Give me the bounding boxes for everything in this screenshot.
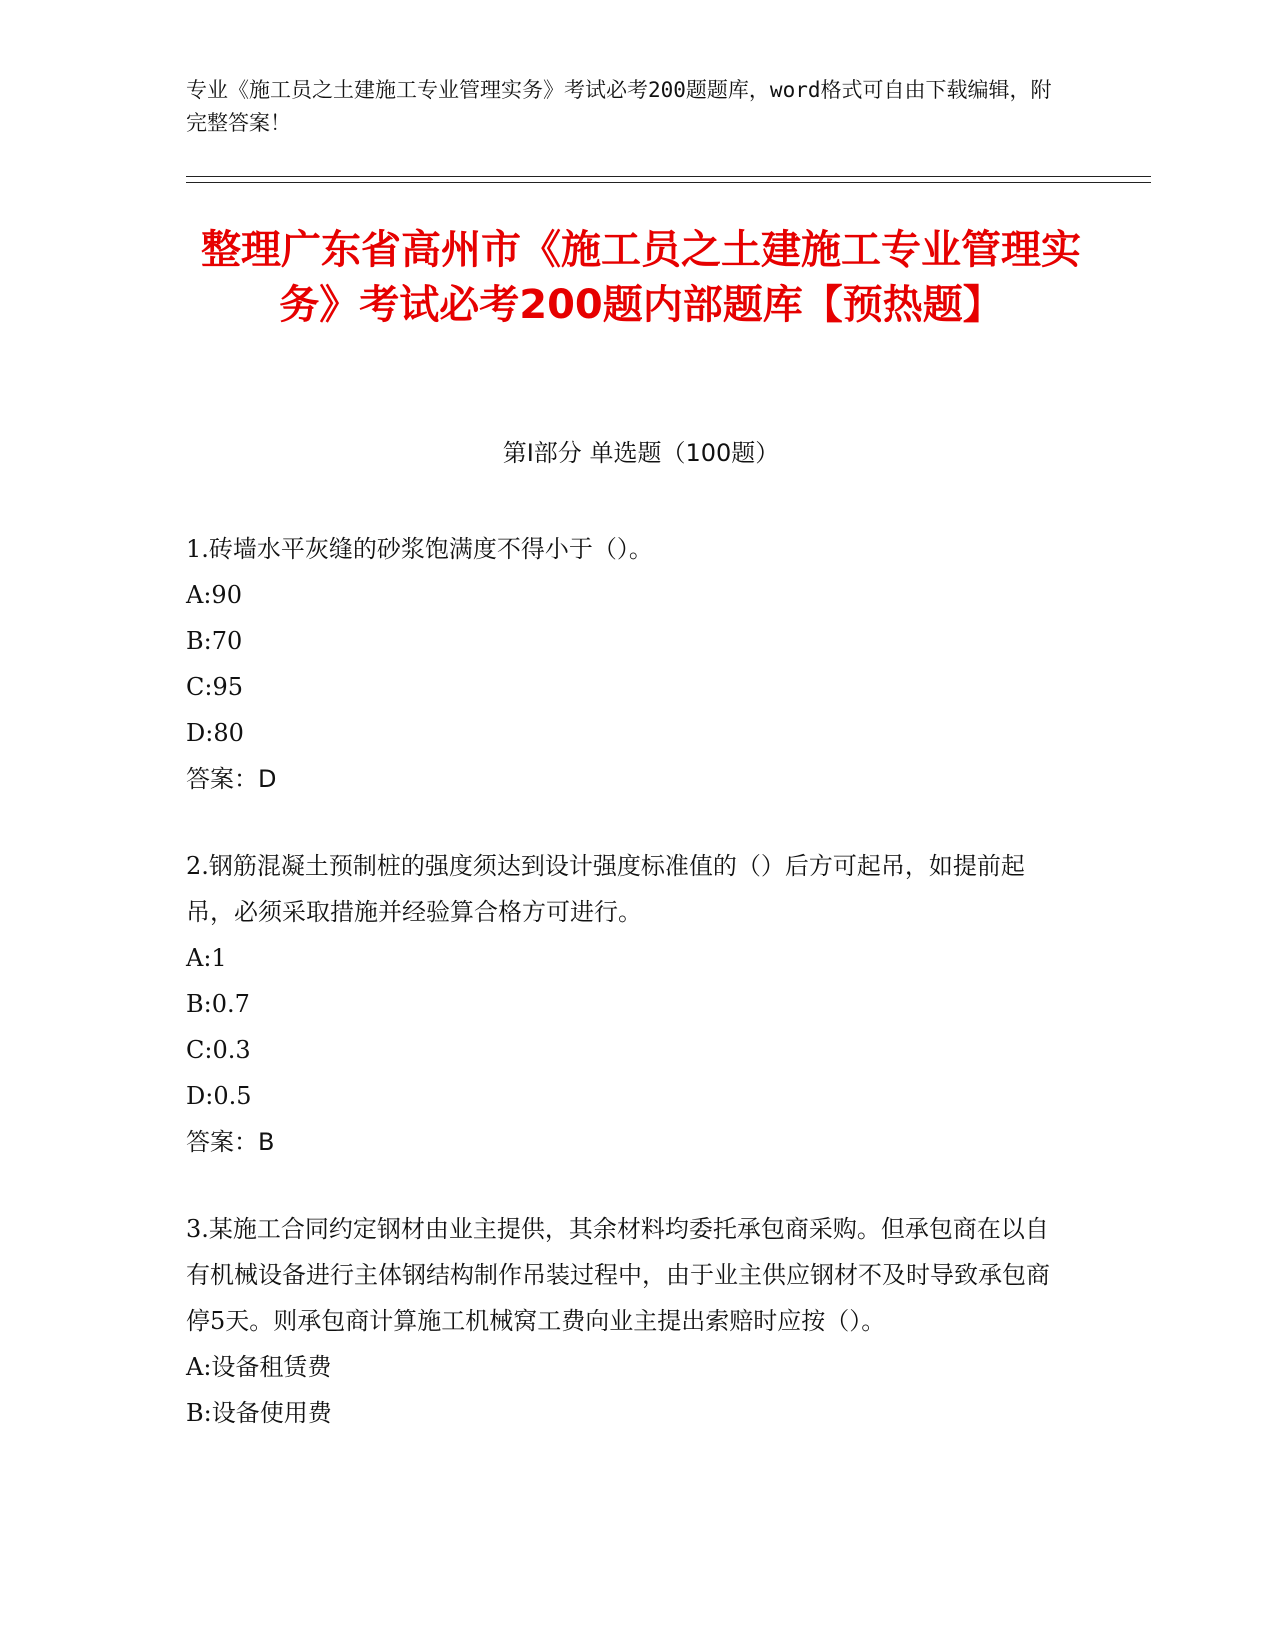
option-d: D:80: [186, 719, 244, 747]
option-d: D:0.5: [186, 1082, 252, 1110]
header-divider-bottom: [186, 182, 1151, 183]
question-3: [186, 1206, 1066, 1436]
question-2: [186, 843, 1066, 1165]
question-1: [186, 526, 1066, 802]
answer: 答案：D: [186, 765, 277, 793]
option-c: C:0.3: [186, 1036, 251, 1064]
option-a: A:1: [186, 944, 227, 972]
option-b: B:70: [186, 627, 243, 655]
option-a: A:90: [186, 581, 242, 609]
question-stem: 1.砖墙水平灰缝的砂浆饱满度不得小于（）。: [186, 535, 653, 563]
answer: 答案：B: [186, 1128, 275, 1156]
section-heading: 第I部分 单选题（100题）: [502, 439, 780, 467]
document-title: 整理广东省高州市《施工员之土建施工专业管理实务》考试必考200题内部题库【预热题】: [201, 227, 1081, 328]
option-c: C:95: [186, 673, 243, 701]
option-a: A:设备租赁费: [186, 1353, 332, 1381]
option-b: B:设备使用费: [186, 1399, 332, 1427]
question-stem: 2.钢筋混凝土预制桩的强度须达到设计强度标准值的（）后方可起吊，如提前起吊，必须采取措施并经验算合格方可进行。: [186, 852, 1025, 926]
question-stem: 3.某施工合同约定钢材由业主提供，其余材料均委托承包商采购。但承包商在以自有机械设备进行主体钢结构制作吊装过程中，由于业主供应钢材不及时导致承包商停5天。则承包商计算施工机械窝工费向业主提出索赔时应按（）。: [186, 1215, 1050, 1335]
header-divider-top: [186, 176, 1151, 177]
option-b: B:0.7: [186, 990, 250, 1018]
page-header-text: 专业《施工员之土建施工专业管理实务》考试必考200题题库，word格式可自由下载编辑，附完整答案！: [186, 78, 1052, 135]
